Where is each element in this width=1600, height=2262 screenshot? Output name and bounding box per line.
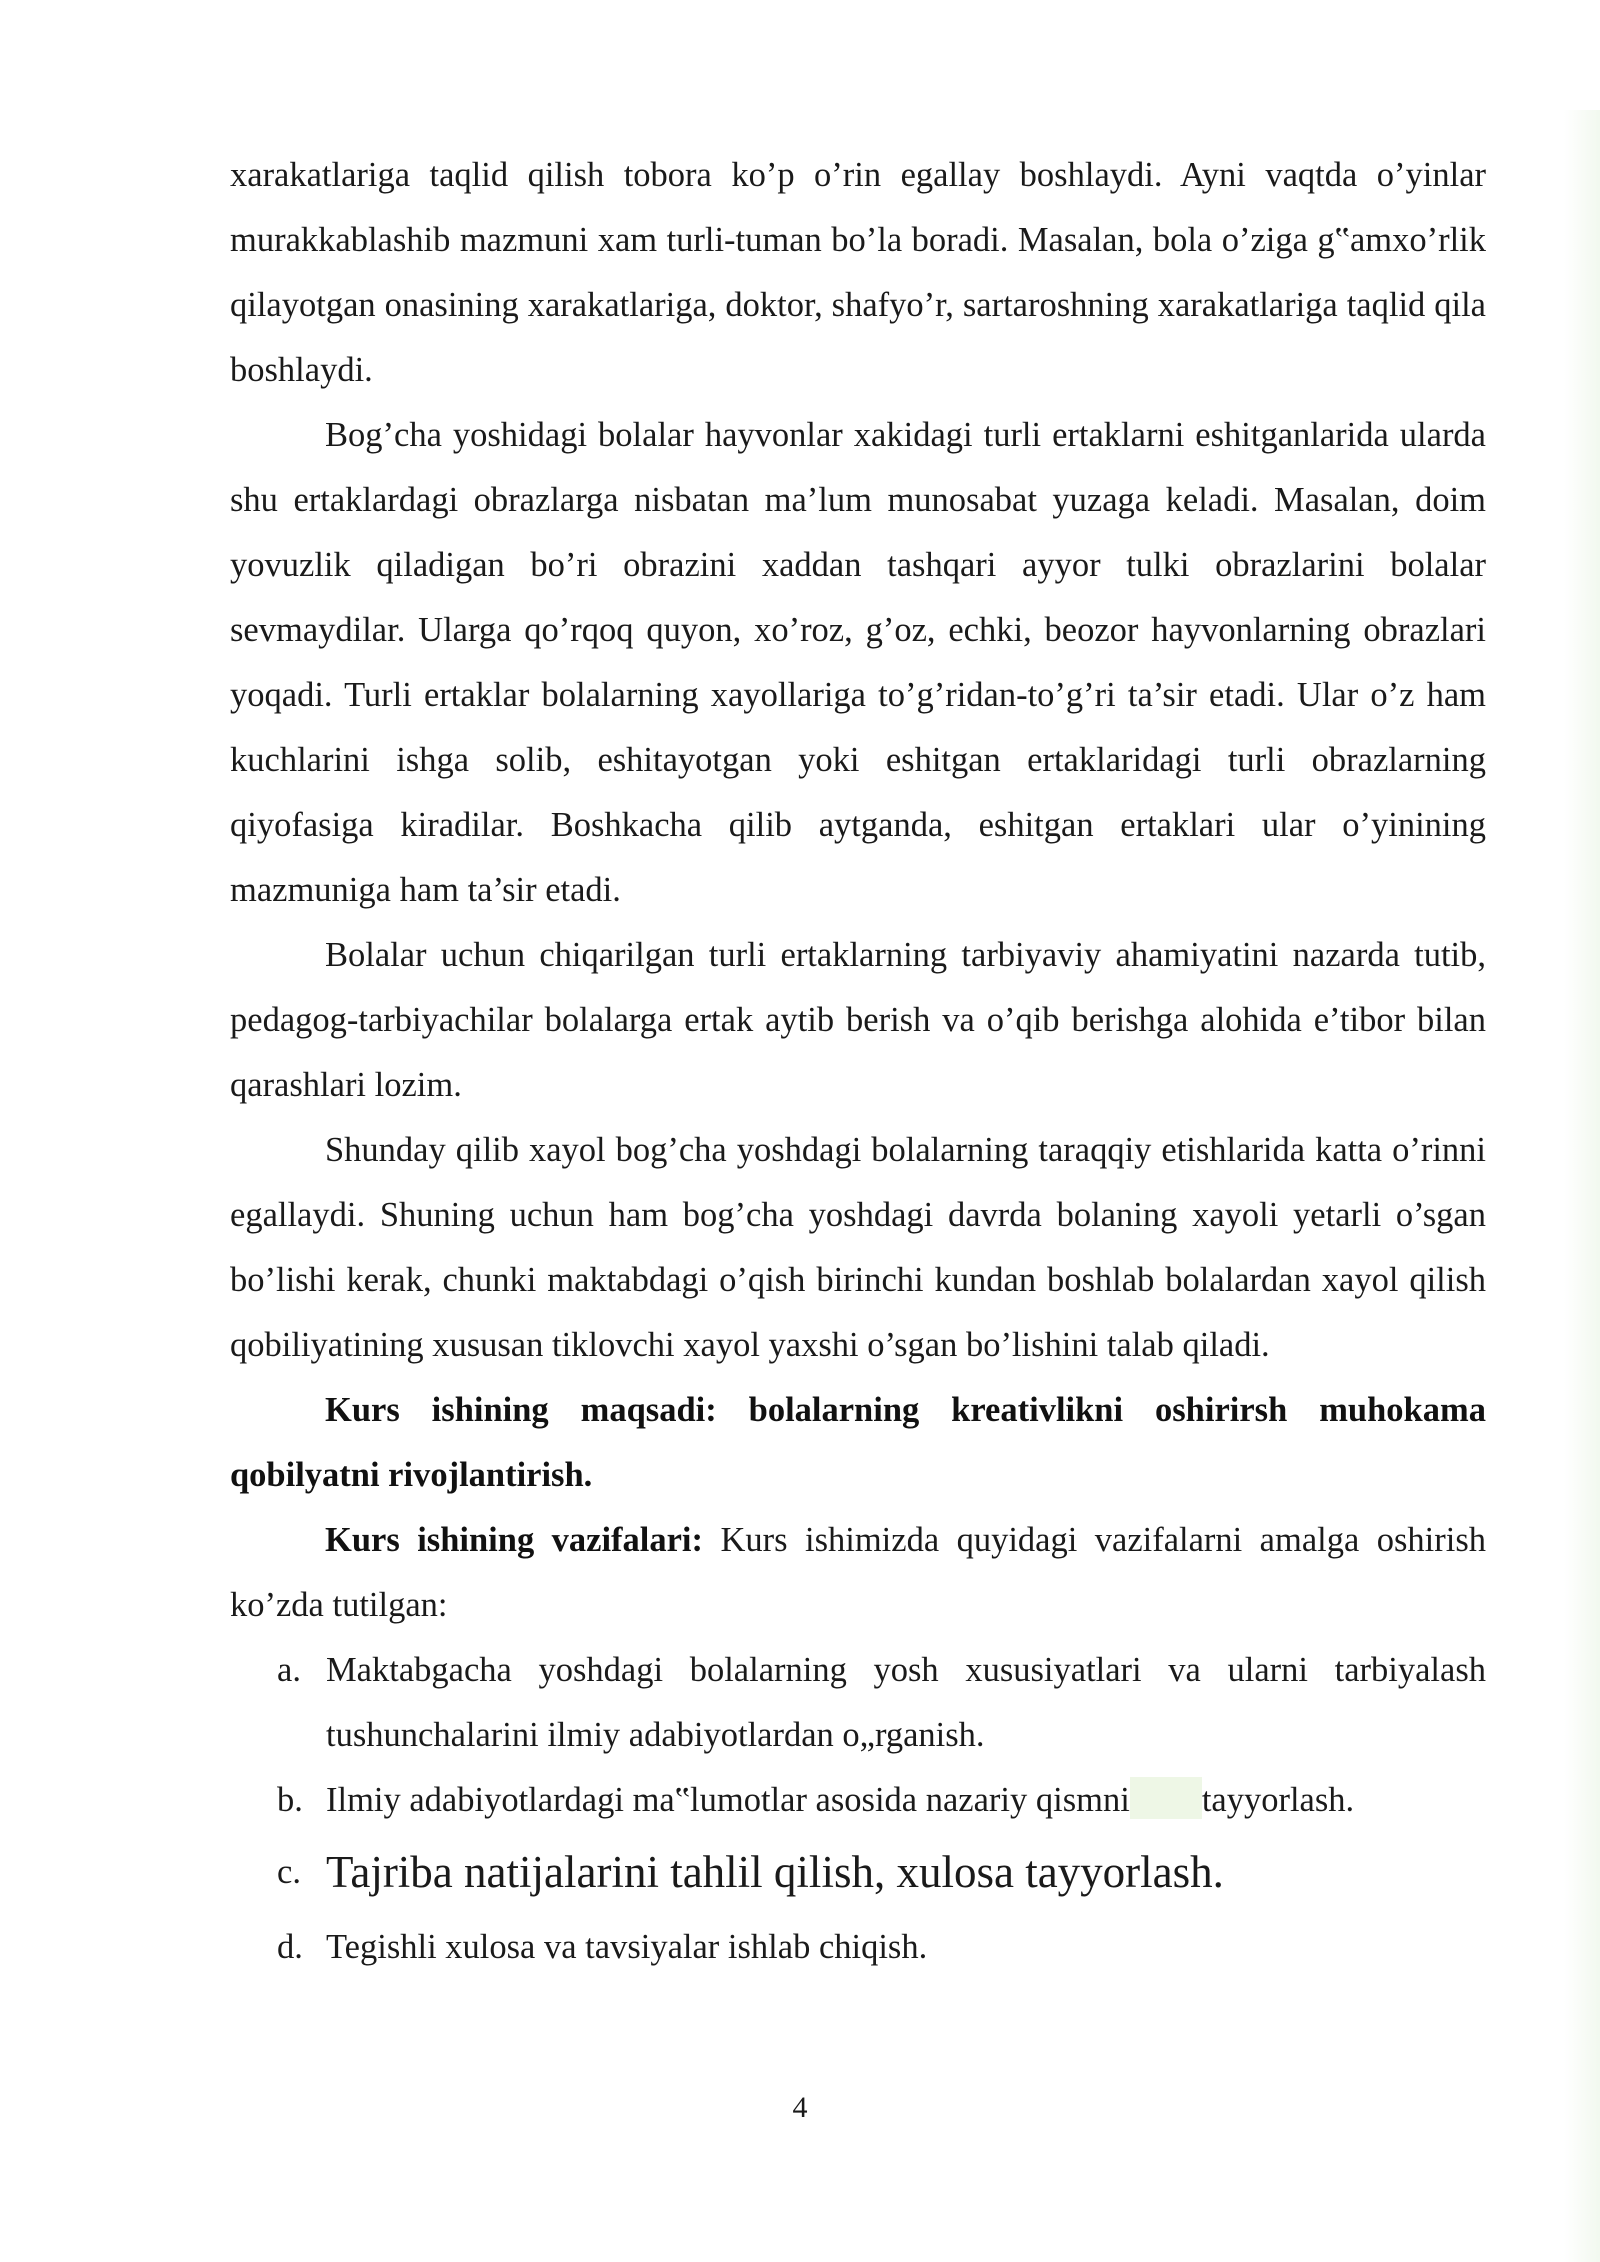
list-item (230, 1768, 1486, 1833)
list-marker: c. (277, 1853, 301, 1891)
goal-text: Kurs ishining maqsadi: bolalarning kreativlikni oshirirsh muhokama qobilyatni rivojlantirish. (230, 1391, 1486, 1494)
page-number: 4 (792, 2091, 808, 2124)
list-item-text-after: tayyorlash. (1201, 1781, 1355, 1819)
tasks-intro: Kurs ishimizda quyidagi vazifalarni amalga oshirish ko’zda tutilgan: (230, 1521, 1486, 1624)
list-item (230, 1915, 1486, 1980)
list-marker: a. (277, 1651, 301, 1689)
edge-tint (1564, 110, 1600, 2262)
page-content (230, 143, 1486, 1980)
list-marker: d. (277, 1928, 303, 1966)
paragraph-4: Shunday qilib xayol bog’cha yoshdagi bolalarning taraqqiy etishlarida katta o’rinni egallaydi. Shuning uchun ham bog’cha yoshdagi davrda bolaning xayoli yetarli o’sgan bo’lishi kerak, chunki maktabdagi o’qish birinchi kundan boshlab bolalardan xayol qilish qobiliyatining xususan tiklovchi xayol yaxshi o’sgan bo’lishini talab qiladi. (230, 1131, 1486, 1364)
list-item-text-before: Ilmiy adabiyotlardagi ma‟lumotlar asosida nazariy qismni (326, 1781, 1130, 1819)
tasks-list (230, 1638, 1486, 1980)
paragraph-3: Bolalar uchun chiqarilgan turli ertaklarning tarbiyaviy ahamiyatini nazarda tutib, pedagog-tarbiyachilar bolalarga ertak aytib berish va o’qib berishga alohida e’tibor bilan qarashlari lozim. (230, 936, 1486, 1104)
paragraph-1: xarakatlariga taqlid qilish tobora ko’p o’rin egallay boshlaydi. Ayni vaqtda o’yinlar murakkablashib mazmuni xam turli-tuman bo’la boradi. Masalan, bola o’ziga g‟amxo’rlik qilayotgan onasining xarakatlariga, doktor, shafyo’r, sartaroshning xarakatlariga taqlid qila boshlaydi. (230, 156, 1486, 389)
list-item (230, 1833, 1486, 1915)
goal-paragraph (230, 1378, 1486, 1508)
list-item-text (326, 1781, 1354, 1819)
tasks-paragraph (230, 1508, 1486, 1638)
tasks-label: Kurs ishining vazifalari: (325, 1521, 704, 1559)
highlight-mark (1130, 1777, 1202, 1819)
list-item-text: Tegishli xulosa va tavsiyalar ishlab chiqish. (326, 1928, 928, 1966)
list-marker: b. (277, 1781, 303, 1819)
list-item-text: Maktabgacha yoshdagi bolalarning yosh xususiyatlari va ularni tarbiyalash tushunchalarini ilmiy adabiyotlardan o„rganish. (326, 1651, 1486, 1754)
paragraph-2: Bog’cha yoshidagi bolalar hayvonlar xakidagi turli ertaklarni eshitganlarida ularda shu ertaklardagi obrazlarga nisbatan ma’lum munosabat yuzaga keladi. Masalan, doim yovuzlik qiladigan bo’ri obrazini xaddan tashqari ayyor tulki obrazlarini bolalar sevmaydilar. Ularga qo’rqoq quyon, xo’roz, g’oz, echki, beozor hayvonlarning obrazlari yoqadi. Turli ertaklar bolalarning xayollariga to’g’ridan-to’g’ri ta’sir etadi. Ular o’z ham kuchlarini ishga solib, eshitayotgan yoki eshitgan ertaklaridagi turli obrazlarning qiyofasiga kiradilar. Boshkacha qilib aytganda, eshitgan ertaklari ular o’yinining mazmuniga ham ta’sir etadi. (230, 416, 1486, 909)
list-item-text: Tajriba natijalarini tahlil qilish, xulosa tayyorlash. (326, 1847, 1224, 1897)
list-item (230, 1638, 1486, 1768)
